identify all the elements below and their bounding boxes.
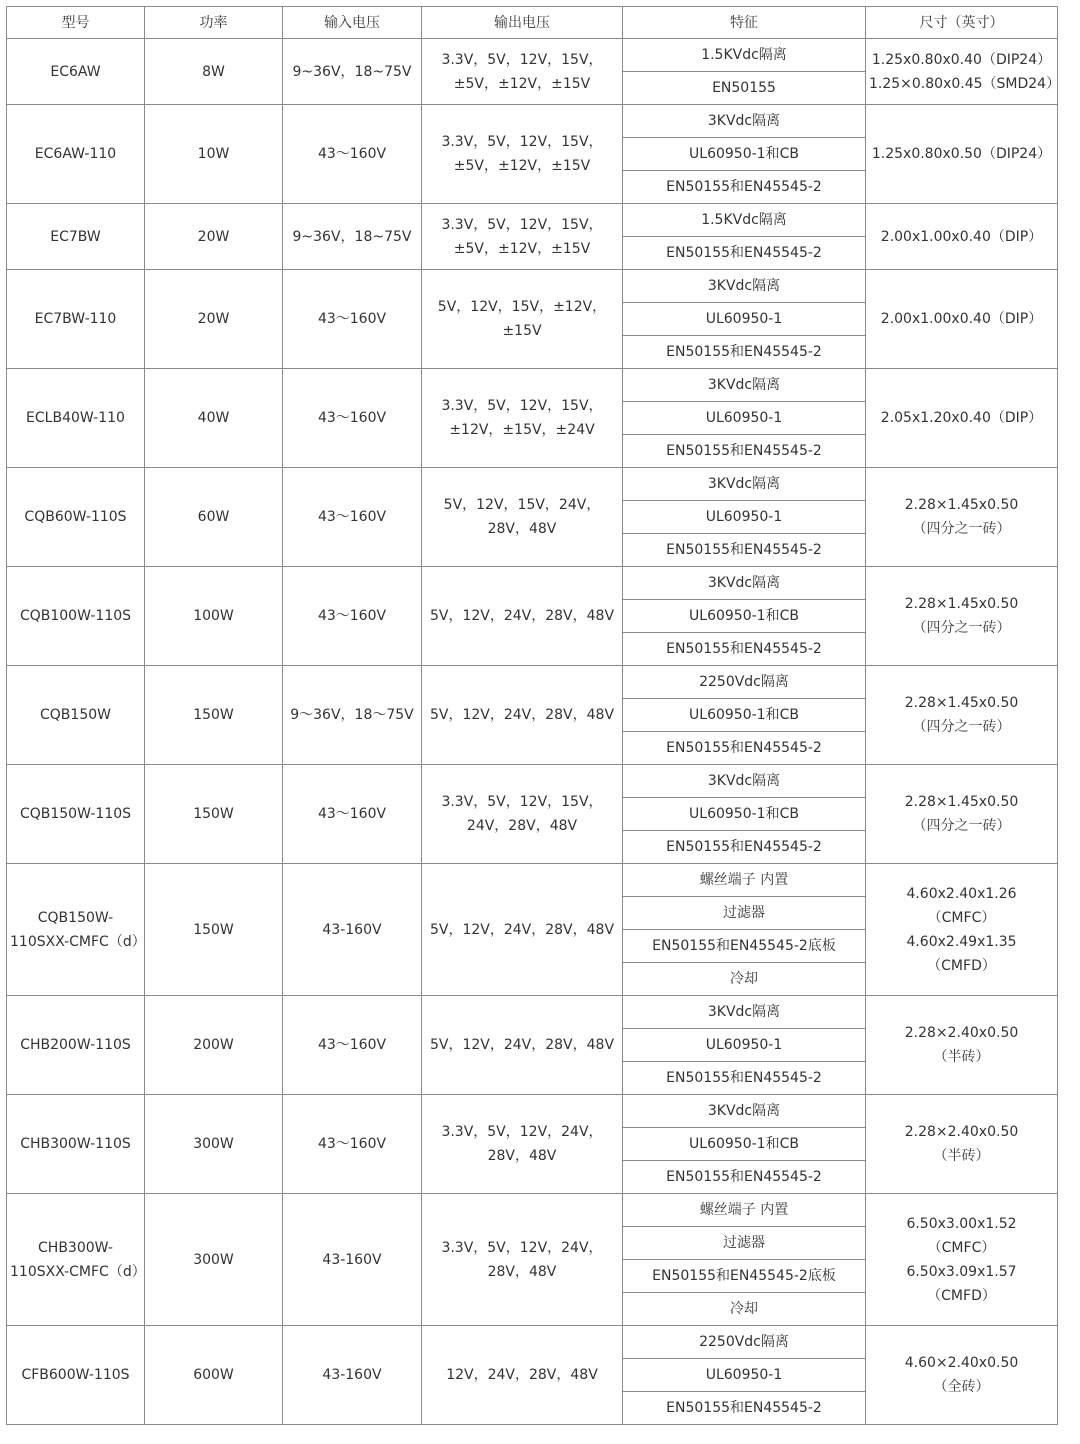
cell-feature: 螺丝端子 内置 [623, 1194, 866, 1227]
table-row [7, 1194, 1058, 1227]
cell-feature: UL60950-1 [623, 1359, 866, 1392]
cell-feature: 冷却 [623, 963, 866, 996]
table-row [7, 666, 1058, 699]
cell-output-voltage: 12V，24V，28V，48V [422, 1326, 623, 1425]
cell-size [866, 369, 1058, 468]
cell-feature: EN50155和EN45545-2底板 [623, 930, 866, 963]
cell-model: ECLB40W-110 [7, 369, 145, 468]
table-row [7, 39, 1058, 72]
cell-output-voltage: 5V，12V，24V，28V，48V [422, 864, 623, 996]
cell-feature: EN50155和EN45545-2 [623, 1161, 866, 1194]
cell-output-voltage: 3.3V，5V，12V，24V，28V，48V [422, 1194, 623, 1326]
cell-output-voltage: 5V，12V，24V，28V，48V [422, 666, 623, 765]
cell-output-voltage: 3.3V，5V，12V，15V，±5V，±12V，±15V [422, 105, 623, 204]
cell-feature: EN50155和EN45545-2底板 [623, 1260, 866, 1293]
size-line: 6.50x3.00x1.52 [906, 1215, 1017, 1232]
table-row [7, 864, 1058, 897]
cell-input-voltage: 43～160V [283, 105, 422, 204]
cell-size [866, 666, 1058, 765]
cell-input-voltage: 9~36V，18~75V [283, 204, 422, 270]
cell-input-voltage: 43～160V [283, 369, 422, 468]
cell-feature: EN50155和EN45545-2 [623, 1392, 866, 1425]
cell-feature: 2250Vdc隔离 [623, 666, 866, 699]
cell-model: CQB150W-110S [7, 765, 145, 864]
size-line: （CMFC） [927, 909, 996, 926]
cell-power: 10W [145, 105, 283, 204]
table-row [7, 765, 1058, 798]
cell-feature: UL60950-1 [623, 402, 866, 435]
cell-size [866, 39, 1061, 105]
cell-feature: UL60950-1和CB [623, 699, 866, 732]
size-line: （CMFC） [927, 1239, 996, 1256]
cell-input-voltage: 43～160V [283, 567, 422, 666]
cell-output-voltage: 3.3V，5V，12V，24V，28V，48V [422, 1095, 623, 1194]
cell-input-voltage: 43～160V [283, 765, 422, 864]
header-model: 型号 [7, 7, 145, 39]
cell-feature: 3KVdc隔离 [623, 468, 866, 501]
cell-output-voltage: 3.3V，5V，12V，15V，±5V，±12V，±15V [422, 39, 623, 105]
cell-output-voltage: 3.3V，5V，12V，15V，±12V，±15V，±24V [422, 369, 623, 468]
header-size: 尺寸（英寸） [866, 7, 1058, 39]
cell-feature: 2250Vdc隔离 [623, 1326, 866, 1359]
table-row [7, 996, 1058, 1029]
cell-feature: EN50155和EN45545-2 [623, 534, 866, 567]
cell-model: CHB300W-110SXX-CMFC（d） [7, 1194, 145, 1326]
cell-power: 150W [145, 765, 283, 864]
cell-input-voltage: 9～36V，18～75V [283, 666, 422, 765]
cell-feature: 3KVdc隔离 [623, 765, 866, 798]
size-line: 4.60×2.40x0.50 [904, 1355, 1019, 1371]
size-line: 2.28×1.45x0.50 [904, 497, 1019, 513]
size-line: 1.25×0.80x0.45（SMD24） [869, 75, 1061, 92]
size-line: 4.60x2.40x1.26 [906, 885, 1017, 902]
cell-model: EC7BW [7, 204, 145, 270]
cell-power: 8W [145, 39, 283, 105]
size-line: （半砖） [933, 1148, 990, 1164]
table-row [7, 1095, 1058, 1128]
cell-feature: 3KVdc隔离 [623, 270, 866, 303]
size-line: 2.05x1.20x0.40（DIP） [880, 410, 1043, 426]
table-row [7, 105, 1058, 138]
cell-feature: UL60950-1 [623, 1029, 866, 1062]
cell-model: EC7BW-110 [7, 270, 145, 369]
cell-feature: EN50155和EN45545-2 [623, 336, 866, 369]
cell-model: EC6AW-110 [7, 105, 145, 204]
header-input-voltage: 输入电压 [283, 7, 422, 39]
cell-feature: 1.5KVdc隔离 [623, 39, 866, 72]
cell-size [866, 468, 1058, 567]
cell-feature: EN50155和EN45545-2 [623, 435, 866, 468]
cell-model: EC6AW [7, 39, 145, 105]
cell-power: 150W [145, 864, 283, 996]
cell-feature: EN50155和EN45545-2 [623, 1062, 866, 1095]
cell-feature: 3KVdc隔离 [623, 105, 866, 138]
cell-size [866, 864, 1058, 996]
cell-feature: 3KVdc隔离 [623, 996, 866, 1029]
table-row [7, 468, 1058, 501]
size-line: （全砖） [933, 1379, 990, 1395]
cell-input-voltage: 43～160V [283, 270, 422, 369]
cell-feature: EN50155和EN45545-2 [623, 633, 866, 666]
size-line: 1.25x0.80x0.50（DIP24） [871, 146, 1052, 162]
cell-size [866, 204, 1058, 270]
size-line: 2.28×2.40x0.50 [904, 1124, 1019, 1140]
size-line: 4.60x2.49x1.35 [906, 933, 1017, 950]
cell-output-voltage: 3.3V，5V，12V，15V，±5V，±12V，±15V [422, 204, 623, 270]
cell-power: 200W [145, 996, 283, 1095]
size-line: 1.25x0.80x0.40（DIP24） [871, 51, 1052, 68]
cell-model: CQB150W [7, 666, 145, 765]
size-line: （四分之一砖） [912, 620, 1011, 636]
cell-size [866, 996, 1058, 1095]
cell-size [866, 765, 1058, 864]
size-line: 2.28×1.45x0.50 [904, 596, 1019, 612]
table-row [7, 567, 1058, 600]
size-line: 2.28×1.45x0.50 [904, 695, 1019, 711]
table-row [7, 369, 1058, 402]
cell-size [866, 1326, 1058, 1425]
cell-size [866, 1194, 1058, 1326]
cell-power: 600W [145, 1326, 283, 1425]
cell-input-voltage: 9~36V，18~75V [283, 39, 422, 105]
cell-power: 300W [145, 1095, 283, 1194]
cell-input-voltage: 43～160V [283, 996, 422, 1095]
cell-input-voltage: 43～160V [283, 468, 422, 567]
table-row [7, 1326, 1058, 1359]
cell-size [866, 567, 1058, 666]
cell-model: CQB60W-110S [7, 468, 145, 567]
cell-input-voltage: 43～160V [283, 1095, 422, 1194]
size-line: 6.50x3.09x1.57 [906, 1263, 1017, 1280]
cell-model: CFB600W-110S [7, 1326, 145, 1425]
cell-model: CHB200W-110S [7, 996, 145, 1095]
cell-power: 60W [145, 468, 283, 567]
cell-output-voltage: 5V，12V，24V，28V，48V [422, 567, 623, 666]
cell-feature: 过滤器 [623, 1227, 866, 1260]
size-line: 2.00x1.00x0.40（DIP） [880, 228, 1043, 245]
cell-feature: 3KVdc隔离 [623, 1095, 866, 1128]
table-body [7, 39, 1061, 1425]
cell-power: 40W [145, 369, 283, 468]
cell-power: 20W [145, 270, 283, 369]
cell-input-voltage: 43-160V [283, 1194, 422, 1326]
cell-feature: 过滤器 [623, 897, 866, 930]
size-line: 2.00x1.00x0.40（DIP） [880, 311, 1043, 327]
cell-feature: UL60950-1和CB [623, 138, 866, 171]
cell-output-voltage: 5V，12V，15V，±12V，±15V [422, 270, 623, 369]
size-line: （四分之一砖） [912, 521, 1011, 537]
cell-feature: 3KVdc隔离 [623, 369, 866, 402]
cell-output-voltage: 5V，12V，24V，28V，48V [422, 996, 623, 1095]
cell-input-voltage: 43-160V [283, 864, 422, 996]
size-line: （四分之一砖） [912, 818, 1011, 834]
cell-output-voltage: 3.3V，5V，12V，15V，24V，28V，48V [422, 765, 623, 864]
header-power: 功率 [145, 7, 283, 39]
cell-feature: UL60950-1 [623, 501, 866, 534]
cell-power: 150W [145, 666, 283, 765]
cell-feature: 冷却 [623, 1293, 866, 1326]
cell-size [866, 1095, 1058, 1194]
cell-feature: 1.5KVdc隔离 [623, 204, 866, 237]
cell-model: CQB150W-110SXX-CMFC（d） [7, 864, 145, 996]
cell-feature: EN50155和EN45545-2 [623, 171, 866, 204]
size-line: 2.28×1.45x0.50 [904, 794, 1019, 810]
size-line: （CMFD） [927, 1287, 996, 1304]
cell-feature: 螺丝端子 内置 [623, 864, 866, 897]
cell-model: CQB100W-110S [7, 567, 145, 666]
cell-feature: 3KVdc隔离 [623, 567, 866, 600]
table-row [7, 270, 1058, 303]
cell-power: 100W [145, 567, 283, 666]
cell-feature: UL60950-1和CB [623, 1128, 866, 1161]
table-header-row [7, 7, 1058, 39]
header-features: 特征 [623, 7, 866, 39]
size-line: （CMFD） [927, 957, 996, 974]
size-line: （半砖） [933, 1049, 990, 1065]
cell-power: 20W [145, 204, 283, 270]
cell-model: CHB300W-110S [7, 1095, 145, 1194]
cell-feature: EN50155 [623, 72, 866, 105]
cell-feature: UL60950-1和CB [623, 600, 866, 633]
header-output-voltage: 输出电压 [422, 7, 623, 39]
cell-feature: EN50155和EN45545-2 [623, 831, 866, 864]
cell-output-voltage: 5V，12V，15V，24V，28V，48V [422, 468, 623, 567]
cell-size [866, 270, 1058, 369]
table-row [7, 204, 1058, 237]
size-line: 2.28×2.40x0.50 [904, 1025, 1019, 1041]
product-spec-table [6, 6, 1061, 1425]
size-line: （四分之一砖） [912, 719, 1011, 735]
cell-feature: UL60950-1 [623, 303, 866, 336]
cell-power: 300W [145, 1194, 283, 1326]
cell-feature: EN50155和EN45545-2 [623, 732, 866, 765]
cell-feature: EN50155和EN45545-2 [623, 237, 866, 270]
cell-input-voltage: 43-160V [283, 1326, 422, 1425]
cell-feature: UL60950-1和CB [623, 798, 866, 831]
cell-size [866, 105, 1058, 204]
